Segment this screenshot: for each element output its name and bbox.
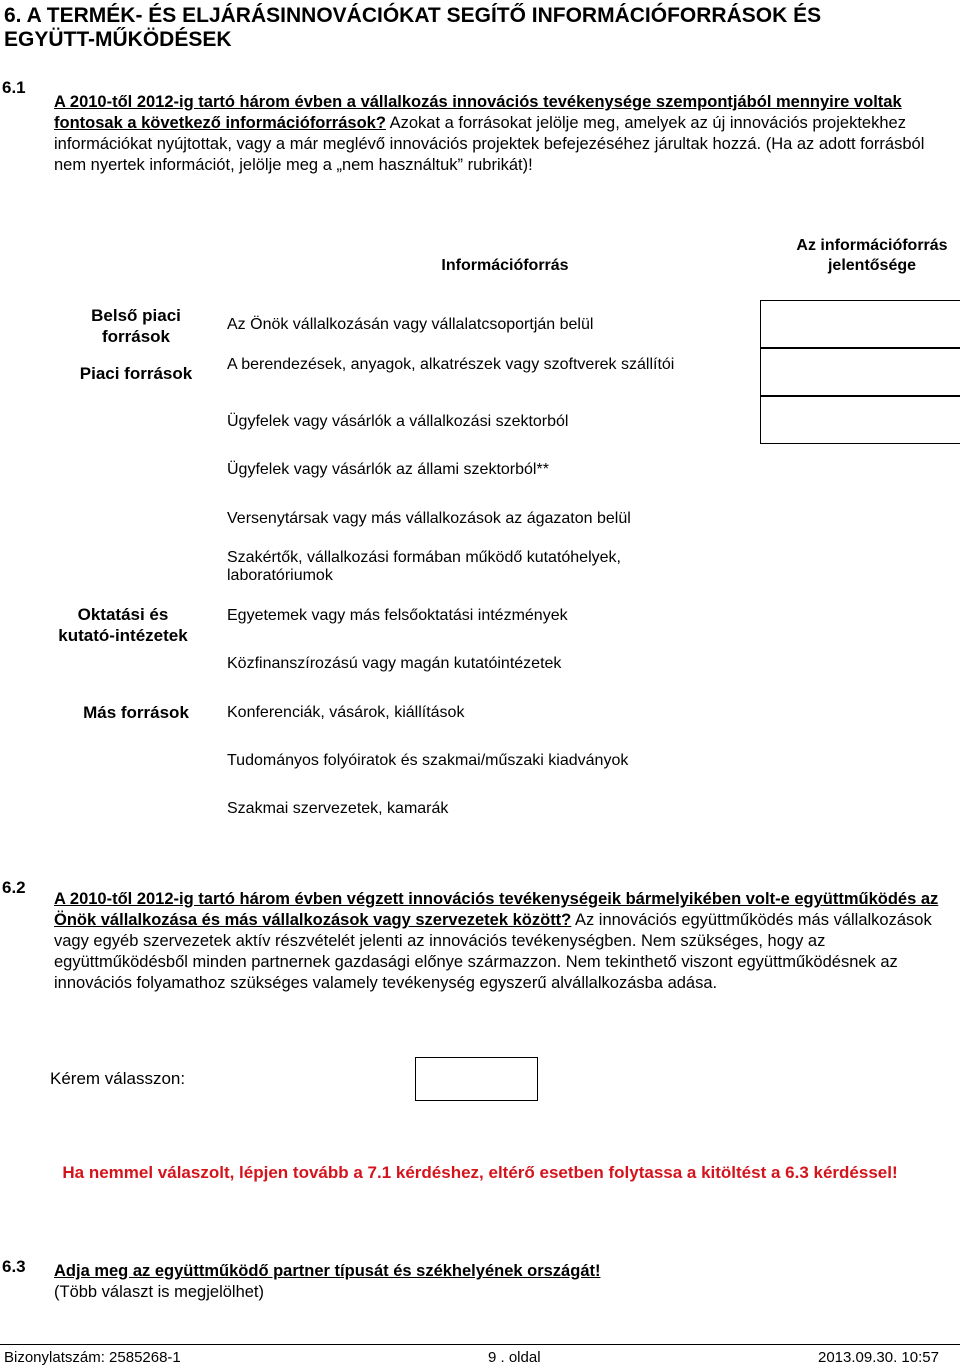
source-row-4: Ügyfelek vagy vásárlók az állami szektorból**: [227, 461, 549, 478]
question-6-1-instructions: Azokat a forrásokat jelölje meg, amelyek az új innovációs projektekhez információkat nyújtottak, vagy a már meglévő innovációs projektek befejezéséhez járultak hozzá. (Ha az adott forrásból nem nyertek információt, jelölje meg a „nem használtuk” rubrikát)!: [54, 114, 925, 174]
importance-box-1[interactable]: [760, 300, 960, 348]
source-row-10: Tudományos folyóiratok és szakmai/műszaki kiadványok: [227, 752, 629, 769]
question-6-3-note: (Több választ is megjelölhet): [54, 1283, 265, 1301]
importance-box-2[interactable]: [760, 348, 960, 396]
importance-box-3[interactable]: [760, 396, 960, 444]
group-label-internal: Belső piaci források: [91, 306, 181, 346]
source-row-11: Szakmai szervezetek, kamarák: [227, 800, 449, 817]
source-row-5: Versenytársak vagy más vállalkozások az ágazaton belül: [227, 510, 631, 527]
footer-doc-id: Bizonylatszám: 2585268-1: [4, 1349, 181, 1366]
source-row-6: Szakértők, vállalkozási formában működő kutatóhelyek, laboratóriumok: [227, 549, 621, 584]
question-6-1-text: [54, 92, 944, 176]
question-number-6-1: 6.1: [2, 78, 26, 97]
footer-page: 9 . oldal: [488, 1349, 541, 1366]
group-label-education: Oktatási és kutató-intézetek: [58, 605, 188, 645]
question-6-1-bold: A 2010-től 2012-ig tartó három évben a vállalkozás innovációs tevékenysége szempontjából mennyire voltak fontosak a következő információforrások?: [54, 93, 902, 132]
skip-notice: Ha nemmel válaszolt, lépjen tovább a 7.1 kérdéshez, eltérő esetben folytassa a kitöltést a 6.3 kérdéssel!: [62, 1163, 898, 1182]
answer-label: Kérem válasszon:: [50, 1069, 186, 1088]
footer-divider: [0, 1344, 960, 1345]
group-label-market: Piaci források: [79, 364, 193, 383]
section-heading-line1: 6. A TERMÉK- ÉS ELJÁRÁSINNOVÁCIÓKAT SEGÍTŐ INFORMÁCIÓFORRÁSOK ÉS: [4, 4, 822, 27]
source-row-8: Közfinanszírozású vagy magán kutatóintézetek: [227, 655, 562, 672]
source-row-1: Az Önök vállalkozásán vagy vállalatcsoportján belül: [227, 316, 594, 333]
question-6-2-bold: A 2010-től 2012-ig tartó három évben végzett innovációs tevékenységeik bármelyikében volt-e együttműködés az Önök vállalkozása és más vállalkozások vagy szervezetek között?: [54, 890, 939, 929]
section-heading: [4, 4, 954, 52]
question-6-3-text: [54, 1261, 944, 1303]
section-heading-line2: EGYÜTT-MŰKÖDÉSEK: [4, 28, 232, 51]
column-header-source: Információforrás: [441, 257, 569, 274]
question-number-6-3: 6.3: [2, 1257, 26, 1276]
group-label-other: Más források: [83, 703, 189, 722]
question-6-2-instructions: Az innovációs együttműködés más vállalkozások vagy egyéb szervezetek aktív részvételét jelenti az innovációs tevékenységben. Nem szükséges, hogy az együttműködésből minden partnernek gazdasági előnye származzon. Nem tekinthető viszont együttműködésnek az innovációs folyamathoz szükséges valamely tevékenység egyszerű alvállalkozásba adása.: [54, 911, 932, 992]
question-6-3-bold: Adja meg az együttműködő partner típusát és székhelyének országát!: [54, 1262, 601, 1280]
column-header-importance: Az információforrás jelentősége: [796, 237, 948, 274]
answer-select[interactable]: [415, 1057, 538, 1101]
source-row-3: Ügyfelek vagy vásárlók a vállalkozási szektorból: [227, 413, 569, 430]
source-row-7: Egyetemek vagy más felsőoktatási intézmények: [227, 607, 568, 624]
source-row-9: Konferenciák, vásárok, kiállítások: [227, 704, 465, 721]
question-6-2-text: [54, 889, 949, 994]
question-number-6-2: 6.2: [2, 878, 26, 897]
footer-datetime: 2013.09.30. 10:57: [818, 1349, 939, 1366]
source-row-2: A berendezések, anyagok, alkatrészek vagy szoftverek szállítói: [227, 356, 675, 373]
